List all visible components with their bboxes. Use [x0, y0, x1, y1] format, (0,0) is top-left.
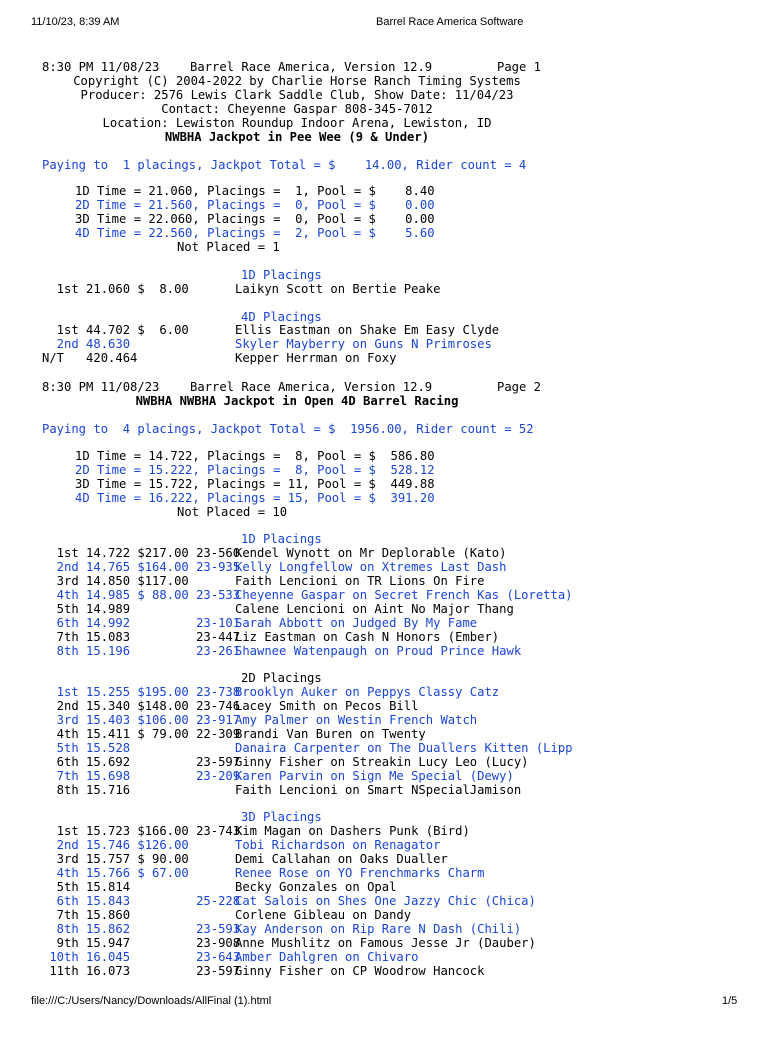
- placing-rider: Brandi Van Buren on Twenty: [235, 727, 426, 741]
- placing-result: 5th 14.989: [42, 602, 131, 616]
- print-page-indicator: 1/5: [722, 995, 738, 1007]
- placing-rider: Karen Parvin on Sign Me Special (Dewy): [235, 769, 514, 783]
- division-row: 4D Time = 16.222, Placings = 15, Pool = $ 391.20: [75, 491, 435, 505]
- not-placed: Not Placed = 10: [177, 505, 288, 519]
- print-url: file:///C:/Users/Nancy/Downloads/AllFinal (1).html: [31, 995, 272, 1007]
- placing-rider: Renee Rose on YO Frenchmarks Charm: [235, 866, 485, 880]
- placing-rider: Amy Palmer on Westin French Watch: [235, 713, 478, 727]
- division-row: 3D Time = 15.722, Placings = 11, Pool = $ 449.88: [75, 477, 435, 491]
- division-row: 1D Time = 21.060, Placings = 1, Pool = $ 8.40: [75, 184, 435, 198]
- placing-result: 9th 15.947 23-908: [42, 936, 241, 950]
- placing-result: N/T 420.464: [42, 351, 138, 365]
- software-version: Barrel Race America, Version 12.9: [190, 380, 433, 394]
- placing-rider: Corlene Gibleau on Dandy: [235, 908, 412, 922]
- placing-result: 6th 14.992 23-101: [42, 616, 241, 630]
- placings-heading: 3D Placings: [241, 810, 322, 824]
- placing-rider: Kendel Wynott on Mr Deplorable (Kato): [235, 546, 507, 560]
- division-row: 2D Time = 21.560, Placings = 0, Pool = $ 0.00: [75, 198, 435, 212]
- placing-rider: Brooklyn Auker on Peppys Classy Catz: [235, 685, 500, 699]
- paying-summary: Paying to 4 placings, Jackpot Total = $ 1956.00, Rider count = 52: [42, 422, 534, 436]
- event-title: NWBHA NWBHA Jackpot in Open 4D Barrel Racing: [135, 394, 459, 408]
- placing-rider: Lacey Smith on Pecos Bill: [235, 699, 419, 713]
- software-version: Barrel Race America, Version 12.9: [190, 60, 433, 74]
- division-row: 1D Time = 14.722, Placings = 8, Pool = $ 586.80: [75, 449, 435, 463]
- placing-result: 3rd 14.850 $117.00: [42, 574, 189, 588]
- not-placed: Not Placed = 1: [177, 240, 280, 254]
- placing-rider: Laikyn Scott on Bertie Peake: [235, 282, 441, 296]
- placing-rider: Faith Lencioni on Smart NSpecialJamison: [235, 783, 522, 797]
- page-number: Page 2: [497, 380, 542, 394]
- placing-rider: Danaira Carpenter on The Duallers Kitten (Lipp: [235, 741, 573, 755]
- placing-rider: Amber Dahlgren on Chivaro: [235, 950, 419, 964]
- placing-rider: Cheyenne Gaspar on Secret French Kas (Loretta): [235, 588, 573, 602]
- placing-result: 4th 15.766 $ 67.00: [42, 866, 189, 880]
- placing-result: 7th 15.860: [42, 908, 131, 922]
- placing-rider: Faith Lencioni on TR Lions On Fire: [235, 574, 485, 588]
- placing-result: 1st 15.723 $166.00 23-743: [42, 824, 241, 838]
- placing-result: 2nd 14.765 $164.00 23-935: [42, 560, 241, 574]
- placing-result: 2nd 48.630: [42, 337, 131, 351]
- placing-rider: Liz Eastman on Cash N Honors (Ember): [235, 630, 500, 644]
- placing-result: 6th 15.692 23-597: [42, 755, 241, 769]
- placing-result: 1st 21.060 $ 8.00: [42, 282, 189, 296]
- placing-result: 7th 15.083 23-447: [42, 630, 241, 644]
- placing-result: 4th 15.411 $ 79.00 22-309: [42, 727, 241, 741]
- placing-result: 1st 14.722 $217.00 23-560: [42, 546, 241, 560]
- placing-result: 2nd 15.340 $148.00 23-746: [42, 699, 241, 713]
- placing-result: 7th 15.698 23-209: [42, 769, 241, 783]
- placing-result: 1st 15.255 $195.00 23-738: [42, 685, 241, 699]
- placing-rider: Ginny Fisher on Streakin Lucy Leo (Lucy): [235, 755, 529, 769]
- placings-heading: 4D Placings: [241, 310, 322, 324]
- placing-result: 8th 15.862 23-593: [42, 922, 241, 936]
- placing-result: 5th 15.814: [42, 880, 131, 894]
- placing-result: 3rd 15.403 $106.00 23-917: [42, 713, 241, 727]
- placing-result: 10th 16.045 23-643: [42, 950, 241, 964]
- placing-result: 8th 15.716: [42, 783, 131, 797]
- division-row: 3D Time = 22.060, Placings = 0, Pool = $ 0.00: [75, 212, 435, 226]
- placing-result: 2nd 15.746 $126.00: [42, 838, 189, 852]
- report-timestamp: 8:30 PM 11/08/23: [42, 380, 160, 394]
- placing-rider: Shawnee Watenpaugh on Proud Prince Hawk: [235, 644, 522, 658]
- placing-rider: Becky Gonzales on Opal: [235, 880, 397, 894]
- placing-rider: Ginny Fisher on CP Woodrow Hancock: [235, 964, 485, 978]
- event-title: NWBHA Jackpot in Pee Wee (9 & Under): [164, 130, 430, 144]
- placing-result: 6th 15.843 25-228: [42, 894, 241, 908]
- placing-result: 11th 16.073 23-597: [42, 964, 241, 978]
- copyright-line: Copyright (C) 2004-2022 by Charlie Horse Ranch Timing Systems: [73, 74, 521, 88]
- placing-rider: Kelly Longfellow on Xtremes Last Dash: [235, 560, 507, 574]
- page-number: Page 1: [497, 60, 542, 74]
- placing-result: 4th 14.985 $ 88.00 23-533: [42, 588, 241, 602]
- paying-summary: Paying to 1 placings, Jackpot Total = $ 14.00, Rider count = 4: [42, 158, 527, 172]
- division-row: 4D Time = 22.560, Placings = 2, Pool = $ 5.60: [75, 226, 435, 240]
- placing-result: 1st 44.702 $ 6.00: [42, 323, 189, 337]
- placing-rider: Kay Anderson on Rip Rare N Dash (Chili): [235, 922, 522, 936]
- report-timestamp: 8:30 PM 11/08/23: [42, 60, 160, 74]
- placing-rider: Kim Magan on Dashers Punk (Bird): [235, 824, 470, 838]
- placing-result: 3rd 15.757 $ 90.00: [42, 852, 189, 866]
- placing-rider: Tobi Richardson on Renagator: [235, 838, 441, 852]
- placings-heading: 1D Placings: [241, 268, 322, 282]
- placing-rider: Calene Lencioni on Aint No Major Thang: [235, 602, 514, 616]
- placing-rider: Cat Salois on Shes One Jazzy Chic (Chica): [235, 894, 536, 908]
- placing-rider: Kepper Herrman on Foxy: [235, 351, 397, 365]
- placing-rider: Anne Mushlitz on Famous Jesse Jr (Dauber): [235, 936, 536, 950]
- print-datetime: 11/10/23, 8:39 AM: [31, 16, 120, 28]
- contact-line: Contact: Cheyenne Gaspar 808-345-7012: [161, 102, 433, 116]
- placing-rider: Demi Callahan on Oaks Dualler: [235, 852, 448, 866]
- placing-rider: Skyler Mayberry on Guns N Primroses: [235, 337, 492, 351]
- placing-result: 8th 15.196 23-261: [42, 644, 241, 658]
- placings-heading: 2D Placings: [241, 671, 322, 685]
- division-row: 2D Time = 15.222, Placings = 8, Pool = $ 528.12: [75, 463, 435, 477]
- placing-result: 5th 15.528: [42, 741, 131, 755]
- placing-rider: Sarah Abbott on Judged By My Fame: [235, 616, 478, 630]
- placing-rider: Ellis Eastman on Shake Em Easy Clyde: [235, 323, 500, 337]
- placings-heading: 1D Placings: [241, 532, 322, 546]
- producer-line: Producer: 2576 Lewis Clark Saddle Club, Show Date: 11/04/23: [80, 88, 514, 102]
- print-title: Barrel Race America Software: [376, 16, 524, 28]
- location-line: Location: Lewiston Roundup Indoor Arena, Lewiston, ID: [102, 116, 492, 130]
